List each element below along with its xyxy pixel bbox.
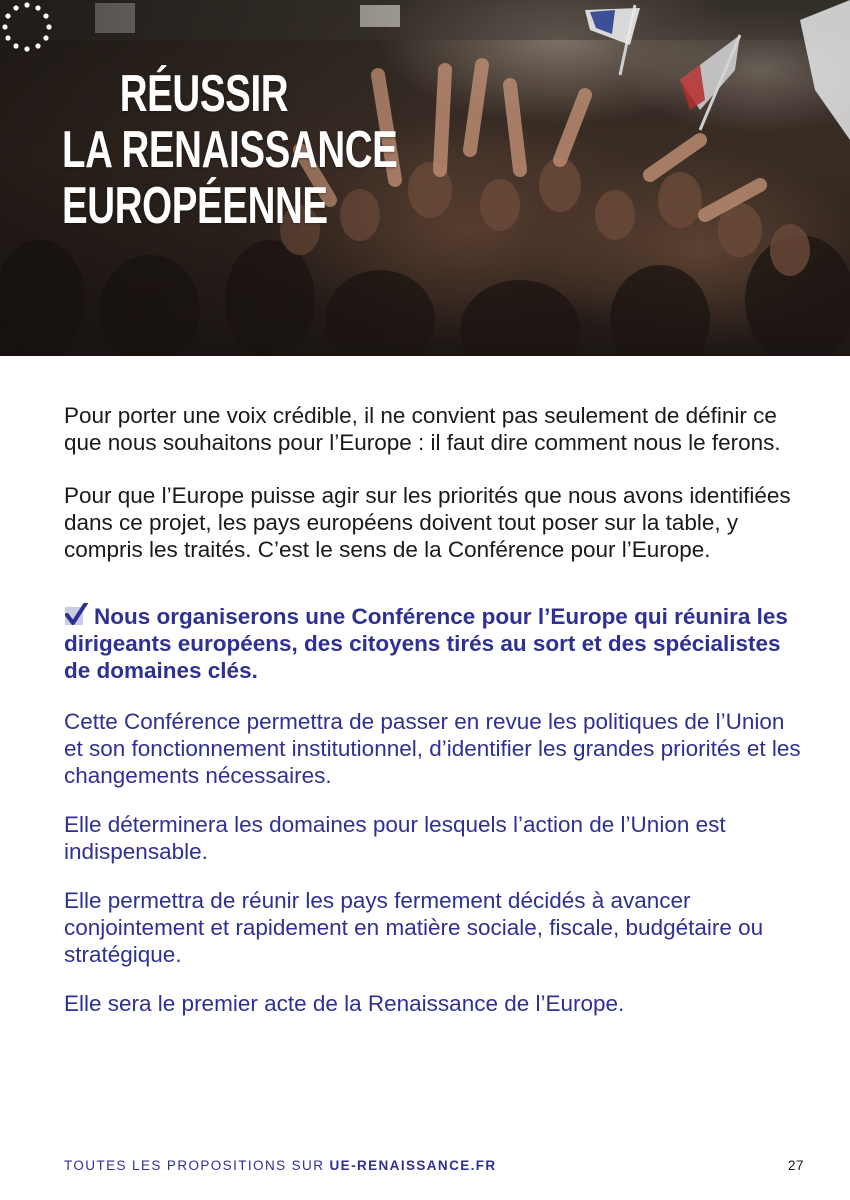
hero-banner <box>0 0 850 356</box>
proposal-headline <box>64 603 804 684</box>
page-footer <box>64 1158 804 1173</box>
footer-prefix: TOUTES LES PROPOSITIONS SUR <box>64 1158 325 1173</box>
proposal-paragraph-2: Elle déterminera les domaines pour lesquels l’action de l’Union est indispensable. <box>64 812 726 864</box>
footer-link-line <box>64 1158 497 1173</box>
eu-stars-icon <box>0 0 54 54</box>
proposal-paragraph-1: Cette Conférence permettra de passer en revue les politiques de l’Union et son fonctionnement institutionnel, d’identifier les grandes priorités et les changements nécessaires. <box>64 709 801 788</box>
title-line-1: RÉUSSIR <box>119 65 289 123</box>
intro-paragraph-1: Pour porter une voix crédible, il ne convient pas seulement de définir ce que nous souhaitons pour l’Europe : il faut dire comment nous le ferons. <box>64 403 781 455</box>
proposal-paragraph-3: Elle permettra de réunir les pays fermement décidés à avancer conjointement et rapidement en matière sociale, fiscale, budgétaire ou stratégique. <box>64 888 764 967</box>
proposal-paragraph-4: Elle sera le premier acte de la Renaissance de l’Europe. <box>64 991 625 1016</box>
article-body <box>64 402 804 1017</box>
title-line-2: LA RENAISSANCE <box>62 121 398 179</box>
intro-paragraph-2: Pour que l’Europe puisse agir sur les priorités que nous avons identifiées dans ce projet, les pays européens doivent tout poser sur la table, y compris les traités. C’est le sens de la Conférence pour l’Europe. <box>64 483 791 562</box>
checkmark-icon <box>64 603 88 627</box>
proposal-headline-text: Nous organiserons une Conférence pour l’Europe qui réunira les dirigeants européens, des citoyens tirés au sort et des spécialistes de domaines clés. <box>64 604 788 683</box>
page-title <box>62 66 397 234</box>
footer-url-link[interactable]: UE-RENAISSANCE.FR <box>329 1158 497 1173</box>
page-number: 27 <box>787 1158 804 1173</box>
title-line-3: EUROPÉENNE <box>62 177 328 235</box>
